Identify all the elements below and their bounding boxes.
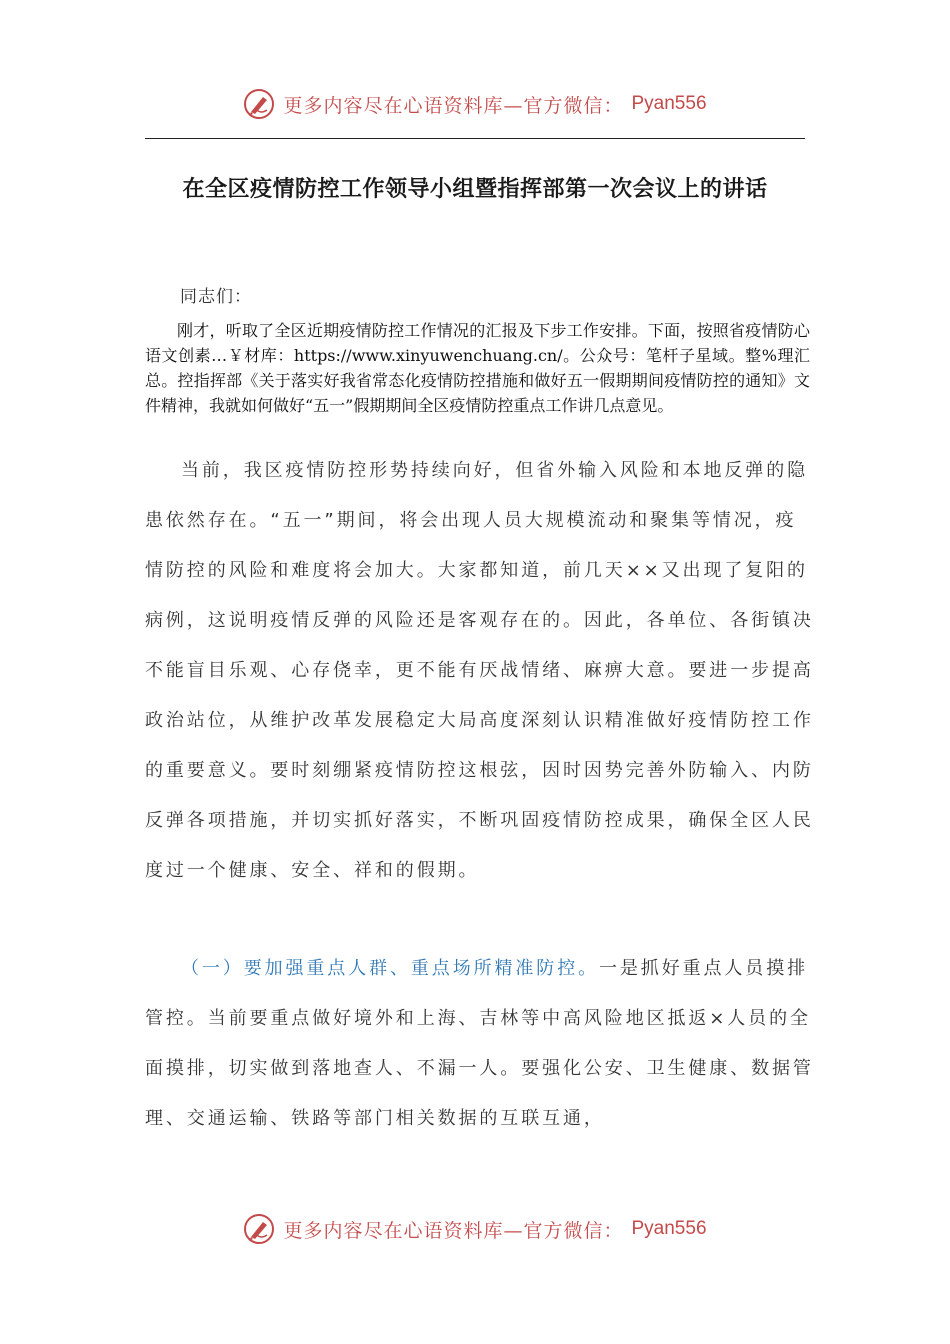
pen-logo-icon — [243, 88, 275, 120]
banner-wechat-id: Pyan556 — [631, 1218, 707, 1239]
document-title: 在全区疫情防控工作领导小组暨指挥部第一次会议上的讲话 — [182, 177, 768, 202]
section-body: 一是抓好重点人员摸排管控。当前要重点做好境外和上海、吉林等中高风险地区抵返×人员的全面摸排，切实做到落地查人、不漏一人。要强化公安、卫生健康、数据管理、交通运输、铁路等部门相关数据的互联互通， — [145, 958, 814, 1129]
pen-logo-icon — [243, 1213, 275, 1245]
banner-text: 更多内容尽在心语资料库—官方微信： — [283, 1219, 624, 1242]
header-banner — [0, 84, 950, 124]
salutation: 同志们： — [180, 287, 252, 307]
intro-paragraph: 刚才，听取了全区近期疫情防控工作情况的汇报及下步工作安排。下面，按照省疫情防心语文创素…￥材库：https://www.xinyuwenchuang.cn/。公众号：笔杆子星域。整%理汇总。控指挥部《关于落实好我省常态化疫情防控措施和做好五一假期期间疫情防控的通知》文件精神，我就如何做好“五一”假期期间全区疫情防控重点工作讲几点意见。 — [145, 321, 810, 415]
banner-text: 更多内容尽在心语资料库—官方微信： — [283, 94, 624, 117]
header-divider — [145, 138, 805, 139]
body-paragraph-2 — [145, 944, 815, 1144]
footer-banner — [0, 1209, 950, 1249]
banner-wechat-id: Pyan556 — [631, 93, 707, 114]
body-paragraph-1: 当前，我区疫情防控形势持续向好，但省外输入风险和本地反弹的隐患依然存在。“五一”期间，将会出现人员大规模流动和聚集等情况，疫情防控的风险和难度将会加大。大家都知道，前几天××又出现了复阳的病例，这说明疫情反弹的风险还是客观存在的。因此，各单位、各街镇决不能盲目乐观、心存侥幸，更不能有厌战情绪、麻痹大意。要进一步提高政治站位，从维护改革发展稳定大局高度深刻认识精准做好疫情防控工作的重要意义。要时刻绷紧疫情防控这根弦，因时因势完善外防输入、内防反弹各项措施，并切实抓好落实，不断巩固疫情防控成果，确保全区人民度过一个健康、安全、祥和的假期。 — [145, 460, 814, 881]
section-heading: （一）要加强重点人群、重点场所精准防控。 — [181, 958, 599, 979]
